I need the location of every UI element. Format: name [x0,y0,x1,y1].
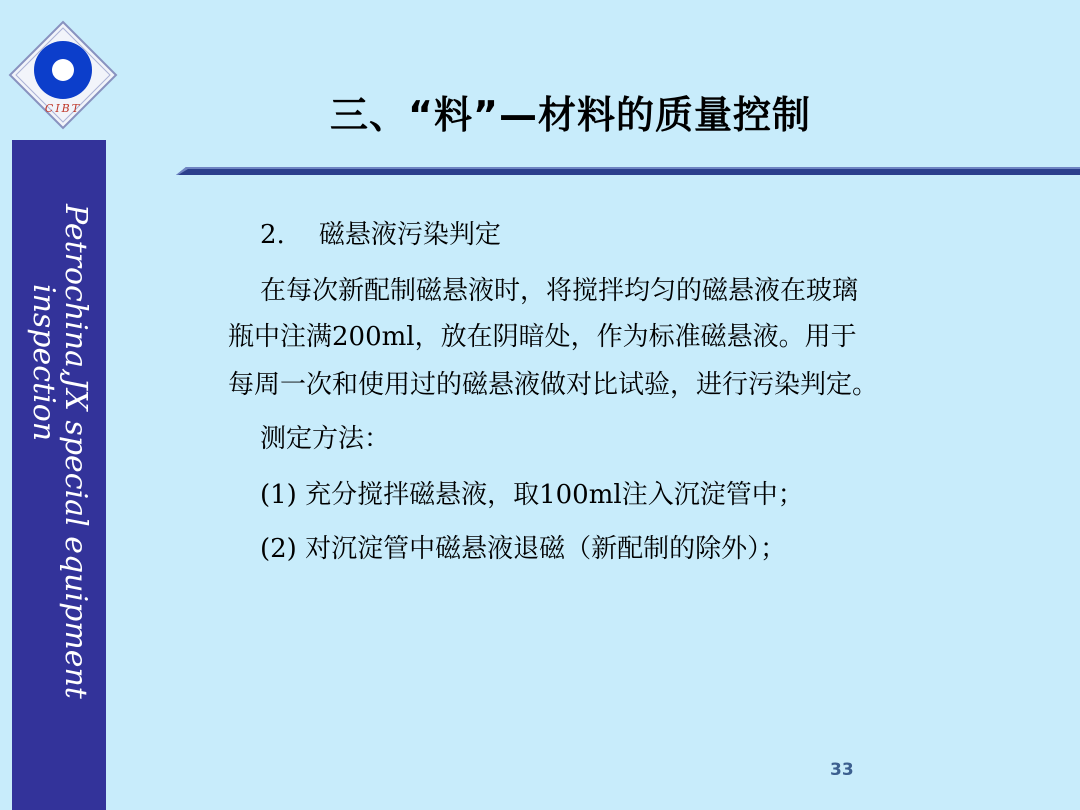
slide-title: 三、“料”—材料的质量控制 [330,93,811,137]
sidebar-line-2: inspection [26,284,61,442]
paragraph-line-1: 在每次新配制磁悬液时，将搅拌均匀的磁悬液在玻璃 [260,276,859,306]
method-step-2: (2) 对沉淀管中磁悬液退磁（新配制的除外）； [260,534,787,564]
section-heading [260,214,501,251]
sidebar-line-1: Petrochina,JX special equipment [58,204,93,699]
cibt-logo [8,20,118,130]
sidebar [12,140,106,810]
section-number: 2. [260,220,285,250]
page-number: 33 [830,760,854,780]
paragraph-line-3: 每周一次和使用过的磁悬液做对比试验，进行污染判定。 [228,370,879,400]
section-heading-text: 磁悬液污染判定 [318,220,501,250]
paragraph-line-2: 瓶中注满200ml，放在阴暗处，作为标准磁悬液。用于 [228,322,857,352]
method-step-1: (1) 充分搅拌磁悬液，取100ml注入沉淀管中； [260,480,804,510]
method-heading: 测定方法： [260,424,391,454]
sidebar-caption [12,140,106,810]
logo-lettering: CIBT [44,102,82,115]
title-underline [176,165,1080,177]
